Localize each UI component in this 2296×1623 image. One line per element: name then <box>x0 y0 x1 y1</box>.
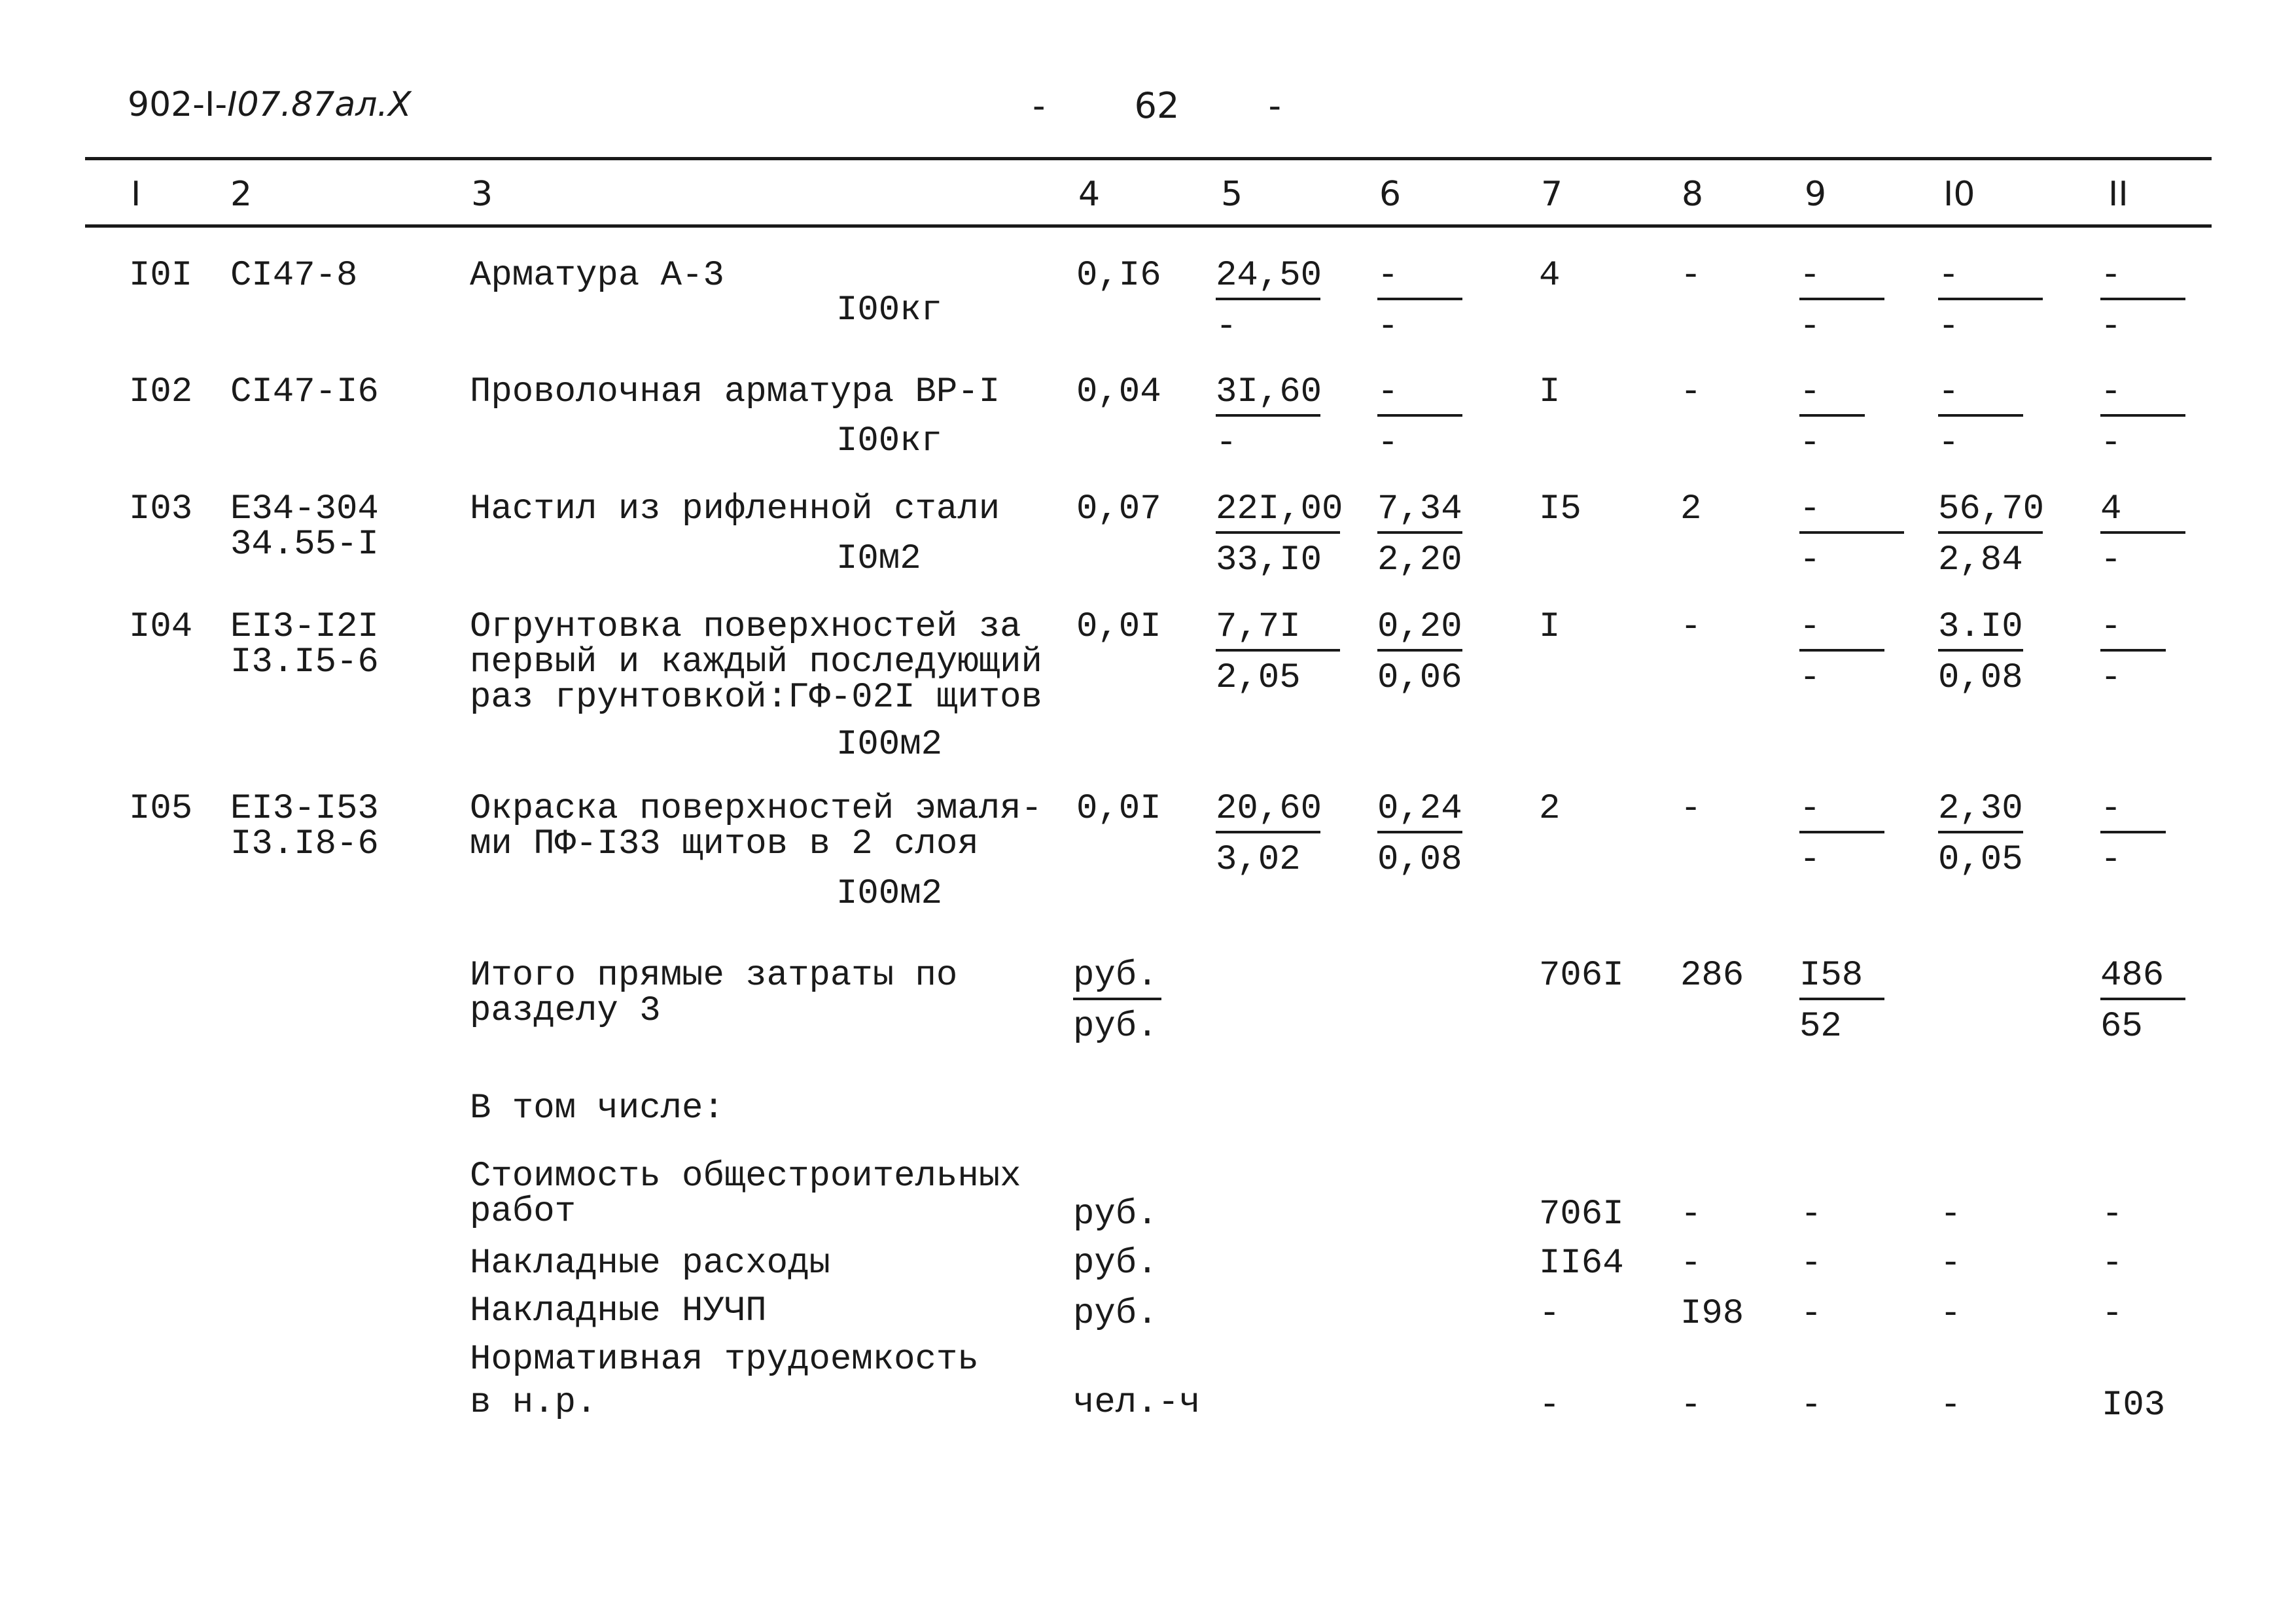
unit-cost-cell <box>1216 489 1343 580</box>
price-code-line-2: I3.I5-6 <box>230 642 379 682</box>
col10-top: 3.I0 <box>1938 610 2023 652</box>
totals-col11-top: 486 <box>2100 958 2185 1000</box>
column-header-4: 4 <box>1078 175 1101 214</box>
breakdown-col11: - <box>2102 1195 2123 1234</box>
col11-top: - <box>2100 610 2166 652</box>
column-header-2: 2 <box>230 175 253 214</box>
machine-cost-wages: 2,20 <box>1377 540 1462 580</box>
unit-cost-total: 24,50 <box>1216 258 1320 300</box>
machine-cost-total: - <box>1377 375 1462 417</box>
col9-top: - <box>1799 258 1884 300</box>
work-description-line-2: ми ПФ-I33 щитов в 2 слоя <box>470 824 979 864</box>
col10-bottom: 0,05 <box>1938 840 2023 880</box>
row-number: I04 <box>129 607 193 647</box>
page-number-block <box>1033 85 1281 126</box>
column-header-6: 6 <box>1379 175 1402 214</box>
column-header-1: I <box>131 175 141 214</box>
price-code: EI3-I53 <box>230 789 379 829</box>
breakdown-col10: - <box>1940 1195 1962 1234</box>
col9-cell <box>1799 258 1884 345</box>
row-number: I0I <box>129 256 193 296</box>
row-number: I03 <box>129 489 193 529</box>
totals-label: Итого прямые затраты по <box>470 956 958 996</box>
col10-bottom: 0,08 <box>1938 658 2023 698</box>
col10-cell <box>1938 489 2045 580</box>
col9-top: - <box>1799 375 1865 417</box>
col11-cell <box>2100 489 2185 580</box>
quantity: 0,0I <box>1076 789 1161 829</box>
totals-wages: 286 <box>1680 956 1744 996</box>
col10-top: 2,30 <box>1938 792 2023 833</box>
col11-cell <box>2100 372 2185 463</box>
totals-col11-bottom: 65 <box>2100 1007 2143 1047</box>
col10-cell <box>1938 372 2023 463</box>
breakdown-col10: - <box>1940 1244 1962 1283</box>
total-wages: - <box>1680 372 1702 412</box>
breakdown-col10: - <box>1940 1294 1962 1334</box>
breakdown-col10: - <box>1940 1386 1962 1425</box>
col9-cell <box>1799 789 1884 880</box>
work-description: Окраска поверхностей эмаля- <box>470 789 1042 829</box>
totals-col9-top: I58 <box>1799 958 1884 1000</box>
work-description: Настил из рифленной стали <box>470 489 1000 529</box>
measure-unit: I00м2 <box>836 874 943 914</box>
including-label: В том числе: <box>470 1089 724 1128</box>
machine-cost-wages: - <box>1377 423 1399 463</box>
col11-bottom: - <box>2100 423 2122 463</box>
breakdown-col9: - <box>1801 1386 1822 1425</box>
document-code <box>128 85 412 124</box>
row-number: I05 <box>129 789 193 829</box>
col9-cell <box>1799 607 1884 698</box>
total-cost: I <box>1539 607 1561 647</box>
total-wages: - <box>1680 607 1702 647</box>
col9-bottom: - <box>1799 658 1821 698</box>
breakdown-col7: II64 <box>1539 1244 1624 1283</box>
table-top-rule <box>85 157 2212 160</box>
breakdown-label: Накладные НУЧП <box>470 1291 767 1331</box>
breakdown-col9: - <box>1801 1244 1822 1283</box>
total-wages: - <box>1680 789 1702 829</box>
work-description: Огрунтовка поверхностей за <box>470 607 1021 647</box>
totals-unit-cell <box>1073 958 1161 1045</box>
measure-unit: I00кг <box>836 421 943 461</box>
col10-cell <box>1938 789 2023 880</box>
totals-label-line-2: разделу 3 <box>470 991 661 1031</box>
quantity: 0,07 <box>1076 489 1161 529</box>
col10-bottom: 2,84 <box>1938 540 2023 580</box>
totals-unit-top: руб. <box>1073 958 1161 1000</box>
machine-cost-wages: 0,08 <box>1377 840 1462 880</box>
machine-cost-total: 0,20 <box>1377 610 1462 652</box>
breakdown-col8: - <box>1680 1244 1702 1283</box>
col11-top: - <box>2100 792 2166 833</box>
column-header-11: II <box>2108 175 2128 214</box>
col11-cell <box>2100 258 2185 345</box>
col11-bottom: - <box>2100 840 2122 880</box>
col9-top: - <box>1799 792 1884 833</box>
quantity: 0,I6 <box>1076 256 1161 296</box>
breakdown-label-line-2: работ <box>470 1192 576 1232</box>
totals-col9-cell <box>1799 958 1884 1045</box>
breakdown-label: Стоимость общестроительных <box>470 1157 1021 1196</box>
breakdown-col7: 706I <box>1539 1195 1624 1234</box>
col10-cell <box>1938 258 2043 345</box>
col11-bottom: - <box>2100 658 2122 698</box>
price-code-line-2: I3.I8-6 <box>230 824 379 864</box>
page-dash-right: - <box>1268 85 1281 126</box>
total-cost: I5 <box>1539 489 1581 529</box>
breakdown-col7: - <box>1539 1386 1561 1425</box>
machine-cost-total: 7,34 <box>1377 492 1462 534</box>
machine-cost-cell <box>1377 789 1462 880</box>
unit-cost-total: 20,60 <box>1216 792 1320 833</box>
unit-cost-cell <box>1216 789 1322 880</box>
breakdown-col11: I03 <box>2102 1386 2166 1425</box>
row-number: I02 <box>129 372 193 412</box>
breakdown-col9: - <box>1801 1195 1822 1234</box>
price-code: CI47-8 <box>230 256 358 296</box>
col11-bottom: - <box>2100 540 2122 580</box>
col11-top: - <box>2100 375 2185 417</box>
col10-top: - <box>1938 258 2043 300</box>
machine-cost-wages: - <box>1377 307 1399 347</box>
breakdown-unit: руб. <box>1073 1244 1158 1283</box>
total-wages: - <box>1680 256 1702 296</box>
col10-bottom: - <box>1938 307 1960 347</box>
col9-cell <box>1799 372 1865 463</box>
breakdown-label: Нормативная трудоемкость <box>470 1340 979 1380</box>
unit-cost-wages: 2,05 <box>1216 658 1301 698</box>
col9-cell <box>1799 489 1904 580</box>
col10-cell <box>1938 607 2023 698</box>
unit-cost-wages: 33,I0 <box>1216 540 1322 580</box>
document-code-suffix: I07.87ал.X <box>227 85 412 124</box>
machine-cost-cell <box>1377 607 1462 698</box>
breakdown-unit: руб. <box>1073 1294 1158 1334</box>
total-cost: 2 <box>1539 789 1561 829</box>
work-description: Проволочная арматура ВР-I <box>470 372 1000 412</box>
unit-cost-cell <box>1216 372 1322 463</box>
unit-cost-wages: - <box>1216 307 1237 347</box>
work-description: Арматура А-3 <box>470 256 724 296</box>
unit-cost-cell <box>1216 607 1340 698</box>
col10-top: - <box>1938 375 2023 417</box>
price-code: E34-304 <box>230 489 379 529</box>
col9-top: - <box>1799 610 1884 652</box>
breakdown-unit: чел.-ч <box>1073 1383 1201 1423</box>
unit-cost-total: 22I,00 <box>1216 492 1340 534</box>
measure-unit: I00м2 <box>836 725 943 765</box>
column-header-9: 9 <box>1805 175 1827 214</box>
work-description-line-2: первый и каждый последующий <box>470 642 1042 682</box>
breakdown-col8: I98 <box>1680 1294 1744 1334</box>
breakdown-unit: руб. <box>1073 1195 1158 1234</box>
measure-unit: I00кг <box>836 290 943 330</box>
col9-bottom: - <box>1799 540 1821 580</box>
column-header-7: 7 <box>1541 175 1563 214</box>
machine-cost-cell <box>1377 258 1462 345</box>
breakdown-col9: - <box>1801 1294 1822 1334</box>
total-cost: I <box>1539 372 1561 412</box>
column-header-3: 3 <box>471 175 493 214</box>
unit-cost-wages: - <box>1216 423 1237 463</box>
unit-cost-wages: 3,02 <box>1216 840 1301 880</box>
col9-bottom: - <box>1799 307 1821 347</box>
col9-bottom: - <box>1799 840 1821 880</box>
work-description-line-3: раз грунтовкой:ГФ-02I щитов <box>470 678 1042 718</box>
totals-col11-cell <box>2100 958 2185 1045</box>
quantity: 0,04 <box>1076 372 1161 412</box>
breakdown-col11: - <box>2102 1294 2123 1334</box>
machine-cost-cell <box>1377 372 1462 463</box>
col11-cell <box>2100 607 2166 698</box>
breakdown-label-line-2: в н.р. <box>470 1383 597 1423</box>
total-wages: 2 <box>1680 489 1702 529</box>
column-header-10: I0 <box>1943 175 1975 214</box>
col11-bottom: - <box>2100 307 2122 347</box>
total-cost: 4 <box>1539 256 1561 296</box>
col11-top: - <box>2100 258 2185 300</box>
table-header-rule <box>85 224 2212 228</box>
machine-cost-cell <box>1377 489 1462 580</box>
breakdown-col7: - <box>1539 1294 1561 1334</box>
unit-cost-total: 3I,60 <box>1216 375 1320 417</box>
machine-cost-total: 0,24 <box>1377 792 1462 833</box>
measure-unit: I0м2 <box>836 539 921 579</box>
col10-top: 56,70 <box>1938 492 2043 534</box>
breakdown-col8: - <box>1680 1386 1702 1425</box>
machine-cost-total: - <box>1377 258 1462 300</box>
col9-top: - <box>1799 492 1904 534</box>
machine-cost-wages: 0,06 <box>1377 658 1462 698</box>
price-code-line-2: 34.55-I <box>230 525 379 565</box>
totals-cost: 706I <box>1539 956 1624 996</box>
unit-cost-cell <box>1216 258 1320 345</box>
breakdown-label: Накладные расходы <box>470 1244 830 1283</box>
breakdown-col11: - <box>2102 1244 2123 1283</box>
unit-cost-total: 7,7I <box>1216 610 1340 652</box>
page-number: 62 <box>1134 85 1180 126</box>
column-header-8: 8 <box>1682 175 1704 214</box>
col11-cell <box>2100 789 2166 880</box>
price-code: EI3-I2I <box>230 607 379 647</box>
breakdown-col8: - <box>1680 1195 1702 1234</box>
col11-top: 4 <box>2100 492 2185 534</box>
totals-col9-bottom: 52 <box>1799 1007 1842 1047</box>
document-code-prefix: 902-I- <box>128 85 228 124</box>
totals-unit-bottom: руб. <box>1073 1007 1158 1047</box>
price-code: CI47-I6 <box>230 372 379 412</box>
page-dash-left: - <box>1033 85 1046 126</box>
quantity: 0,0I <box>1076 607 1161 647</box>
column-header-5: 5 <box>1221 175 1243 214</box>
col9-bottom: - <box>1799 423 1821 463</box>
col10-bottom: - <box>1938 423 1960 463</box>
